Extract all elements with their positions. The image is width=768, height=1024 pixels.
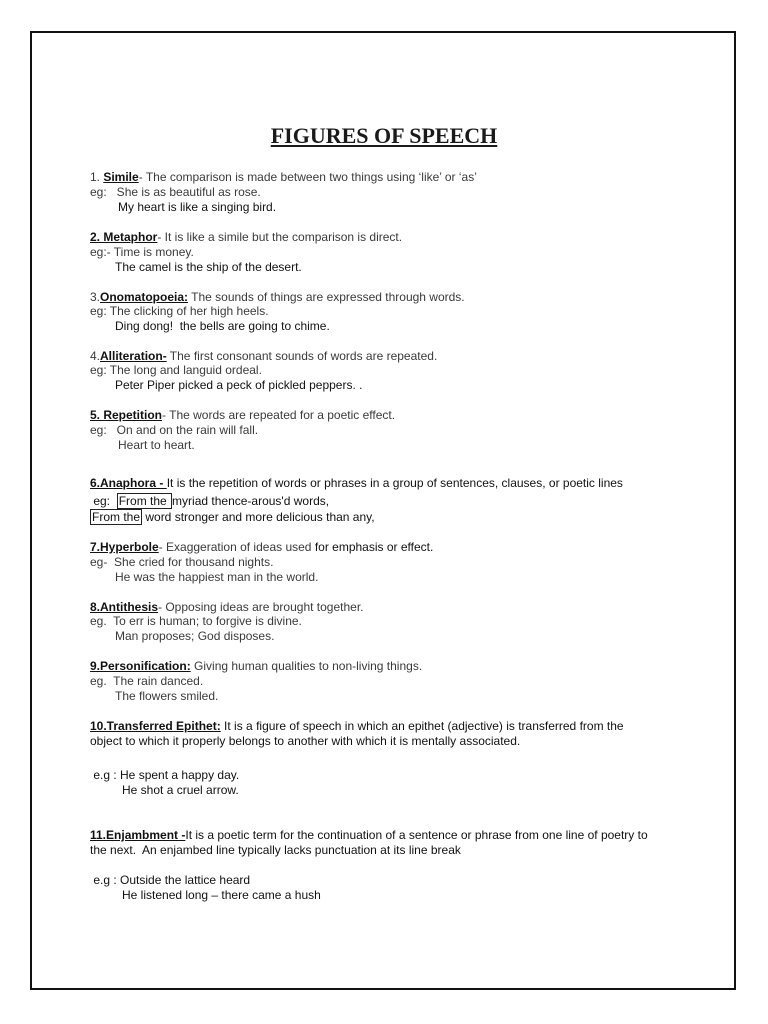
personification-example-1: eg. The rain danced. (90, 674, 204, 688)
term-metaphor: 2. Metaphor (90, 230, 158, 244)
page-title: FIGURES OF SPEECH (270, 123, 498, 148)
term-alliteration: Alliteration- (100, 349, 167, 363)
transferred-epithet-definition-cont: object to which it properly belongs to another with which it is mentally associated. (90, 734, 521, 748)
alliteration-definition: 4.Alliteration- The first consonant sounds of words are repeated. (90, 349, 438, 363)
anaphora-example-2: From the word stronger and more delicious than any, (92, 510, 375, 524)
simile-example-2: My heart is like a singing bird. (118, 200, 277, 214)
term-onomatopoeia: Onomatopoeia: (100, 290, 189, 304)
repetition-definition: 5. Repetition- The words are repeated for a poetic effect. (90, 408, 396, 422)
anaphora-definition: 6.Anaphora - It is the repetition of words or phrases in a group of sentences, clauses, or poetic lines (90, 476, 623, 490)
antithesis-example-2: Man proposes; God disposes. (115, 629, 275, 643)
term-personification: 9.Personification: (90, 659, 191, 673)
personification-definition: 9.Personification: Giving human qualities to non-living things. (90, 659, 423, 673)
transferred-epithet-example-2: He shot a cruel arrow. (122, 783, 239, 797)
hyperbole-example-2: He was the happiest man in the world. (115, 570, 319, 584)
anaphora-boxed-phrase-1: From the (118, 494, 171, 508)
hyperbole-definition: 7.Hyperbole- Exaggeration of ideas used for emphasis or effect. (90, 540, 434, 554)
term-transferred-epithet: 10.Transferred Epithet: (90, 719, 221, 733)
personification-example-2: The flowers smiled. (115, 689, 219, 703)
enjambment-example-1: e.g : Outside the lattice heard (90, 873, 251, 887)
term-anaphora: 6.Anaphora - (90, 476, 167, 490)
anaphora-example-1: eg: From the myriad thence-arous'd words, (90, 494, 330, 508)
metaphor-example-2: The camel is the ship of the desert. (115, 260, 302, 274)
term-hyperbole: 7.Hyperbole (90, 540, 159, 554)
enjambment-example-2: He listened long – there came a hush (122, 888, 321, 902)
antithesis-example-1: eg. To err is human; to forgive is divine. (90, 614, 302, 628)
metaphor-definition: 2. Metaphor- It is like a simile but the comparison is direct. (90, 230, 403, 244)
term-enjambment: 11.Enjambment - (90, 828, 186, 842)
term-antithesis: 8.Antithesis (90, 600, 159, 614)
enjambment-definition-cont: the next. An enjambed line typically lacks punctuation at its line break (90, 843, 461, 857)
transferred-epithet-definition: 10.Transferred Epithet: It is a figure of speech in which an epithet (adjective) is transferred from the (90, 719, 624, 733)
onomatopoeia-example-2: Ding dong! the bells are going to chime. (115, 319, 330, 333)
onomatopoeia-example-1: eg: The clicking of her high heels. (90, 304, 269, 318)
term-repetition: 5. Repetition (90, 408, 163, 422)
alliteration-example-1: eg: The long and languid ordeal. (90, 363, 262, 377)
simile-example-1: eg: She is as beautiful as rose. (90, 185, 261, 199)
term-simile: Simile (103, 170, 139, 184)
alliteration-example-2: Peter Piper picked a peck of pickled peppers. . (115, 378, 363, 392)
simile-definition: 1. Simile- The comparison is made between two things using ‘like’ or ‘as’ (90, 170, 477, 184)
repetition-example-1: eg: On and on the rain will fall. (90, 423, 259, 437)
metaphor-example-1: eg:- Time is money. (90, 245, 194, 259)
hyperbole-example-1: eg- She cried for thousand nights. (90, 555, 274, 569)
anaphora-boxed-phrase-2: From the (92, 510, 141, 524)
antithesis-definition: 8.Antithesis- Opposing ideas are brought together. (90, 600, 364, 614)
repetition-example-2: Heart to heart. (118, 438, 195, 452)
transferred-epithet-example-1: e.g : He spent a happy day. (90, 768, 240, 782)
enjambment-definition: 11.Enjambment -It is a poetic term for the continuation of a sentence or phrase from one line of poetry to (90, 828, 648, 842)
onomatopoeia-definition: 3.Onomatopoeia: The sounds of things are expressed through words. (90, 290, 465, 304)
